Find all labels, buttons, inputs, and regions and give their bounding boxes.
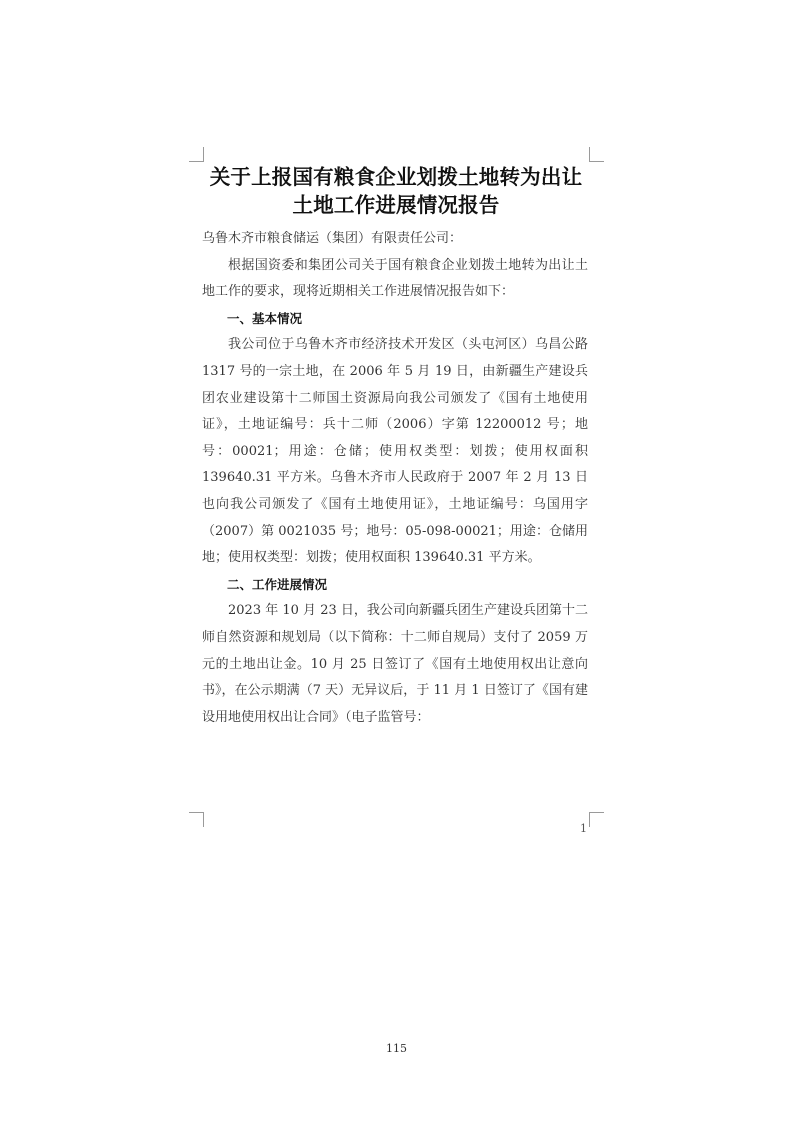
section-1-heading: 一、基本情况 <box>227 310 303 326</box>
crop-mark-bottom-right <box>589 812 604 827</box>
title-line-1: 关于上报国有粮食企业划拨土地转为出让 <box>209 165 583 189</box>
title-line-2: 土地工作进展情况报告 <box>292 193 500 217</box>
crop-mark-top-right <box>589 147 604 162</box>
section-2-heading: 二、工作进展情况 <box>227 576 328 592</box>
section-2-paragraph: 2023 年 10 月 23 日，我公司向新疆兵团生产建设兵团第十二师自然资源和规划局（以下简称：十二师自规局）支付了 2059 万元的土地出让金。10 月 25 日签订了《国有土地使用权出让意向书》，在公示期满（7 天）无异议后，于 11 月 1 日签订了《国有建设用地使用权出让合同》（电子监管号： <box>202 603 588 725</box>
crop-mark-top-left <box>189 147 204 162</box>
section-1-paragraph: 我公司位于乌鲁木齐市经济技术开发区（头屯河区）乌昌公路 1317 号的一宗土地，在 2006 年 5 月 19 日，由新疆生产建设兵团农业建设第十二师国土资源局向我公司颁发了《国有土地使用证》，土地证编号：兵十二师（2006）字第 12200012 号；地号：00021；用途：仓储；使用权类型：划拨；使用权面积 139640.31 平方米。乌鲁木齐市人民政府于 2007 年 2 月 13 日也向我公司颁发了《国有土地使用证》，土地证编号：乌国用字（2007）第 0021035 号；地号：05-098-00021；用途：仓储用地；使用权类型：划拨；使用权面积 139640.31 平方米。 <box>202 337 588 566</box>
intro-paragraph: 根据国资委和集团公司关于国有粮食企业划拨土地转为出让土地工作的要求，现将近期相关工作进展情况报告如下： <box>202 257 588 300</box>
crop-mark-bottom-left <box>189 812 204 827</box>
salutation: 乌鲁木齐市粮食储运（集团）有限责任公司： <box>202 231 463 246</box>
document-body <box>202 226 588 731</box>
document-title <box>196 163 596 219</box>
page-number: 115 <box>386 1042 407 1055</box>
inner-page-number: 1 <box>580 822 587 835</box>
